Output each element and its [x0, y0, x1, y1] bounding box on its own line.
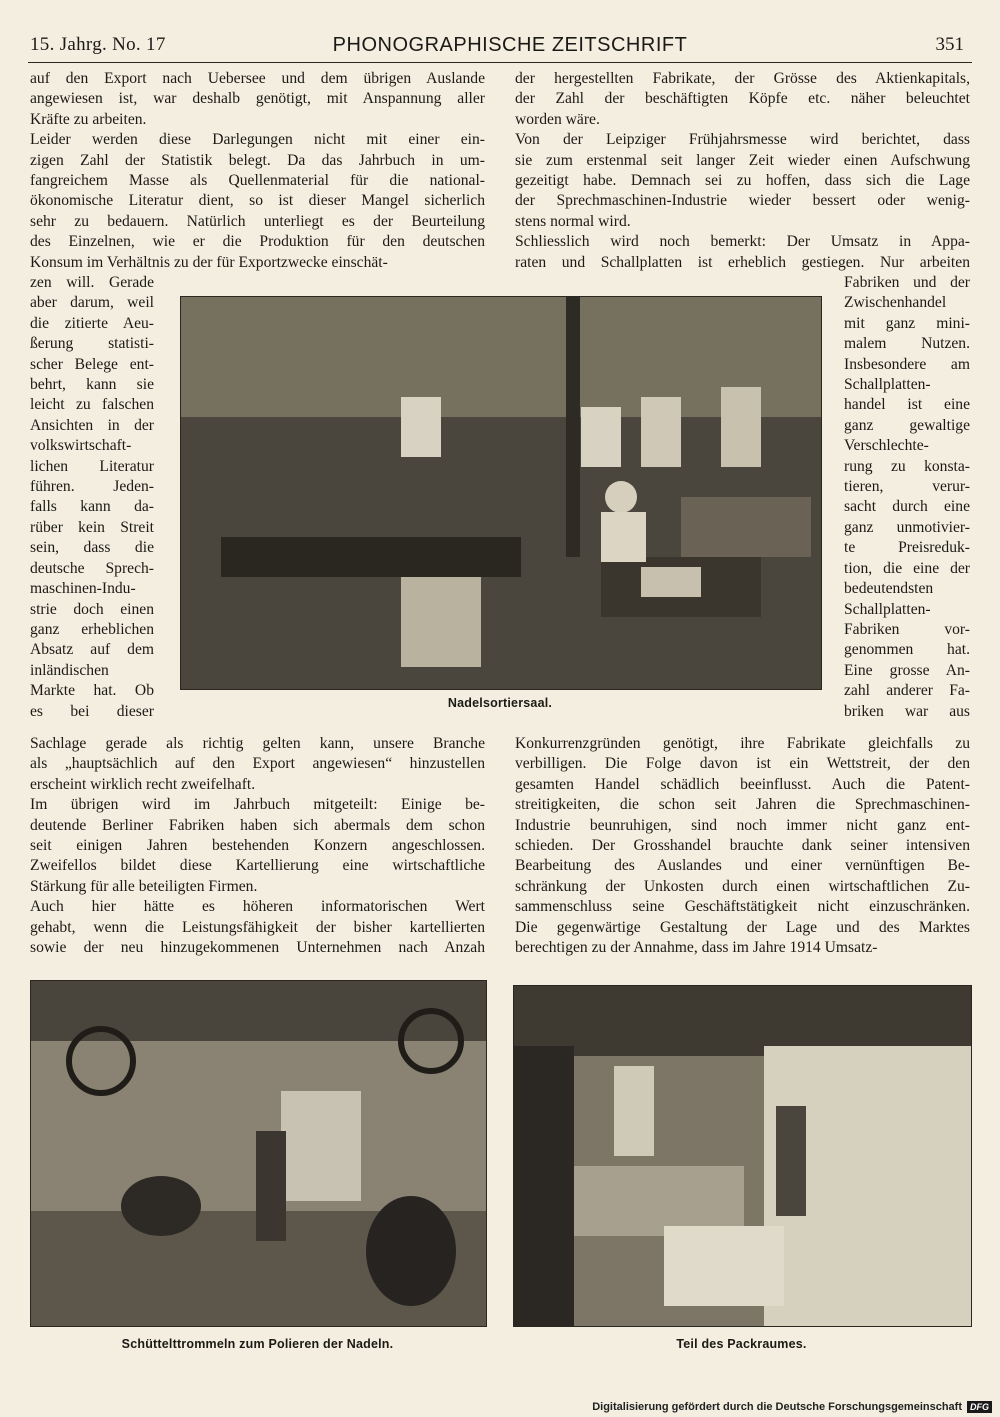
photo-packing-room — [513, 985, 972, 1327]
text-line: volkswirtschaft- — [30, 437, 132, 455]
text-line: der Sprechmaschinen-Industrie wieder bessert oder wenig- — [515, 192, 970, 210]
text-line: ganz erheblichen — [30, 620, 154, 638]
text-line: seit einigen Jahren bestehenden Konzern angeschlossen. — [30, 837, 485, 855]
text-line: Verschlechte- — [844, 437, 929, 455]
text-line: Zweifellos bildet diese Kartellierung eine wirtschaftliche — [30, 857, 485, 875]
left-column-narrow — [30, 273, 154, 722]
text-line: sowie der neu hinzugekommenen Unternehmen nach Anzah — [30, 939, 485, 957]
text-line: rüber kein Streit — [30, 518, 154, 536]
text-line: bedeutendsten — [844, 580, 934, 598]
text-line: auf den Export nach Uebersee und dem übrigen Auslande — [30, 70, 485, 87]
text-line: scher Belege ent- — [30, 355, 154, 373]
text-line: zahl anderer Fa- — [844, 682, 970, 700]
text-line: deutsche Sprech- — [30, 559, 154, 577]
caption-polishing-drums: Schüttelttrommeln zum Polieren der Nadeln. — [121, 1337, 394, 1351]
text-line: tieren, verur- — [844, 478, 970, 496]
text-line: falls kann da- — [30, 498, 154, 516]
text-line: leicht zu falschen — [30, 396, 154, 414]
text-line: gezeitigt habe. Demnach sei zu hoffen, dass sich die Lage — [515, 172, 970, 190]
text-line: Konkurrenzgründen genötigt, ihre Fabrikate gleichfalls zu — [515, 735, 970, 752]
dfg-logo: DFG — [967, 1401, 992, 1413]
text-line: ganz gewaltige — [844, 416, 970, 434]
text-line: als „hauptsächlich auf den Export angewiesen“ hinzustellen — [30, 755, 485, 773]
text-line: mit ganz mini- — [844, 314, 970, 332]
text-line: lichen Literatur — [30, 457, 154, 475]
text-line: Konsum im Verhältnis zu der für Exportzwecke einschät- — [30, 253, 388, 271]
text-line: sammenschluss seine Geschäftstätigkeit nicht einzuschränken. — [515, 898, 970, 916]
text-line: es bei dieser — [30, 702, 154, 720]
photo-needle-sorting-hall-graphic — [181, 297, 821, 689]
left-column-bottom — [30, 734, 485, 958]
right-column-top — [515, 69, 970, 273]
text-line: schränkung der Unkosten durch einen wirtschaftlichen Zu- — [515, 877, 970, 895]
text-line: Leider werden diese Darlegungen nicht mit einer ein- — [30, 131, 485, 149]
text-line: fangreichem Masse als Quellenmaterial für die national- — [30, 172, 485, 190]
text-line: Absatz auf dem — [30, 641, 154, 659]
text-line: Bearbeitung des Auslandes und einer vernünftigen Be- — [515, 857, 970, 875]
text-line: malem Nutzen. — [844, 335, 970, 353]
text-line: die zitierte Aeu- — [30, 314, 154, 332]
text-line: Im übrigen wird im Jahrbuch mitgeteilt: Einige be- — [30, 796, 485, 814]
text-line: Zwischenhandel — [844, 294, 947, 312]
issue-label: 15. Jahrg. No. 17 — [30, 34, 166, 55]
text-line: behrt, kann sie — [30, 376, 154, 394]
text-line: erscheint wirklich recht zweifelhaft. — [30, 775, 256, 793]
text-line: genommen hat. — [844, 641, 970, 659]
photo-polishing-drums-graphic — [31, 981, 486, 1326]
text-line: der Zahl der beschäftigten Köpfe etc. näher beleuchtet — [515, 90, 970, 108]
text-line: Schallplatten- — [844, 600, 931, 618]
text-line: zigen Zahl der Statistik belegt. Da das Jahrbuch in um- — [30, 151, 485, 169]
text-line: gehabt, wenn die Leistungsfähigkeit der bisher kartellierten — [30, 918, 485, 936]
text-line: briken war aus — [844, 702, 970, 720]
text-line: ökonomische Literatur dient, so ist dieser Mangel sicherlich — [30, 192, 485, 210]
page-number: 351 — [935, 34, 964, 55]
text-line: sehr zu bedauern. Natürlich unterliegt es der Beurteilung — [30, 212, 485, 230]
digitization-footer — [592, 1401, 992, 1413]
text-line: Auch hier hätte es höheren informatorischen Wert — [30, 898, 485, 916]
text-line: Von der Leipziger Frühjahrsmesse wird berichtet, dass — [515, 131, 970, 149]
text-line: angewiesen ist, war deshalb genötigt, mit Anspannung aller — [30, 90, 485, 108]
text-line: deutende Berliner Fabriken haben sich abermals dem schon — [30, 816, 485, 834]
text-line: Fabriken vor- — [844, 620, 970, 638]
text-line: maschinen-Indu- — [30, 580, 136, 598]
text-line: stens normal wird. — [515, 212, 631, 230]
text-line: berechtigen zu der Annahme, dass im Jahre 1914 Umsatz- — [515, 939, 878, 957]
photo-packing-room-graphic — [514, 986, 971, 1326]
text-line: schieden. Der Grosshandel brauchte dank seiner intensiven — [515, 837, 970, 855]
text-line: Schallplatten- — [844, 376, 931, 394]
caption-needle-sorting-hall: Nadelsortiersaal. — [447, 696, 553, 710]
text-line: te Preisreduk- — [844, 539, 970, 557]
text-line: Fabriken und der — [844, 274, 970, 291]
journal-title: PHONOGRAPHISCHE ZEITSCHRIFT — [332, 34, 688, 56]
header-rule — [28, 62, 972, 63]
text-line: zen will. Gerade — [30, 274, 154, 291]
text-line: führen. Jeden- — [30, 478, 154, 496]
text-line: inländischen — [30, 661, 109, 679]
text-line: strie doch einen — [30, 600, 154, 618]
text-line: handel ist eine — [844, 396, 970, 414]
text-line: verbilligen. Die Folge davon ist ein Wettstreit, der den — [515, 755, 970, 773]
photo-needle-sorting-hall — [180, 296, 822, 690]
text-line: Sachlage gerade als richtig gelten kann, unsere Branche — [30, 735, 485, 752]
text-line: gesamten Handel schädlich beeinflusst. Auch die Patent- — [515, 775, 970, 793]
right-column-narrow — [844, 273, 970, 722]
text-line: Stärkung für alle beteiligten Firmen. — [30, 877, 258, 895]
text-line: sacht durch eine — [844, 498, 970, 516]
text-line: Schliesslich wird noch bemerkt: Der Umsatz in Appa- — [515, 233, 970, 251]
text-line: Ansichten in der — [30, 416, 154, 434]
text-line: streitigkeiten, die schon seit Jahren die Sprechmaschinen- — [515, 796, 970, 814]
text-line: sein, dass die — [30, 539, 154, 557]
text-line: raten und Schallplatten ist erheblich gestiegen. Nur arbeiten — [515, 253, 970, 271]
photo-polishing-drums — [30, 980, 487, 1327]
text-line: des Einzelnen, wie er die Produktion für den deutschen — [30, 233, 485, 251]
footer-text: Digitalisierung gefördert durch die Deutsche Forschungsgemeinschaft — [592, 1401, 962, 1413]
text-line: Eine grosse An- — [844, 661, 970, 679]
left-column-top — [30, 69, 485, 273]
text-line: Insbesondere am — [844, 355, 970, 373]
caption-packing-room: Teil des Packraumes. — [676, 1337, 807, 1351]
text-line: Industrie beunruhigen, sind noch immer nicht ganz ent- — [515, 816, 970, 834]
text-line: aber darum, weil — [30, 294, 154, 312]
text-line: der hergestellten Fabrikate, der Grösse des Aktienkapitals, — [515, 70, 970, 87]
text-line: worden wäre. — [515, 110, 600, 128]
right-column-bottom — [515, 734, 970, 958]
text-line: tion, die eine der — [844, 559, 970, 577]
text-line: Kräfte zu arbeiten. — [30, 110, 147, 128]
text-line: ßerung statisti- — [30, 335, 154, 353]
text-line: sie zum erstenmal seit langer Zeit wieder einen Aufschwung — [515, 151, 970, 169]
text-line: Die gegenwärtige Gestaltung der Lage und des Marktes — [515, 918, 970, 936]
text-line: rung zu konsta- — [844, 457, 970, 475]
text-line: Markte hat. Ob — [30, 682, 154, 700]
text-line: ganz unmotivier- — [844, 518, 970, 536]
